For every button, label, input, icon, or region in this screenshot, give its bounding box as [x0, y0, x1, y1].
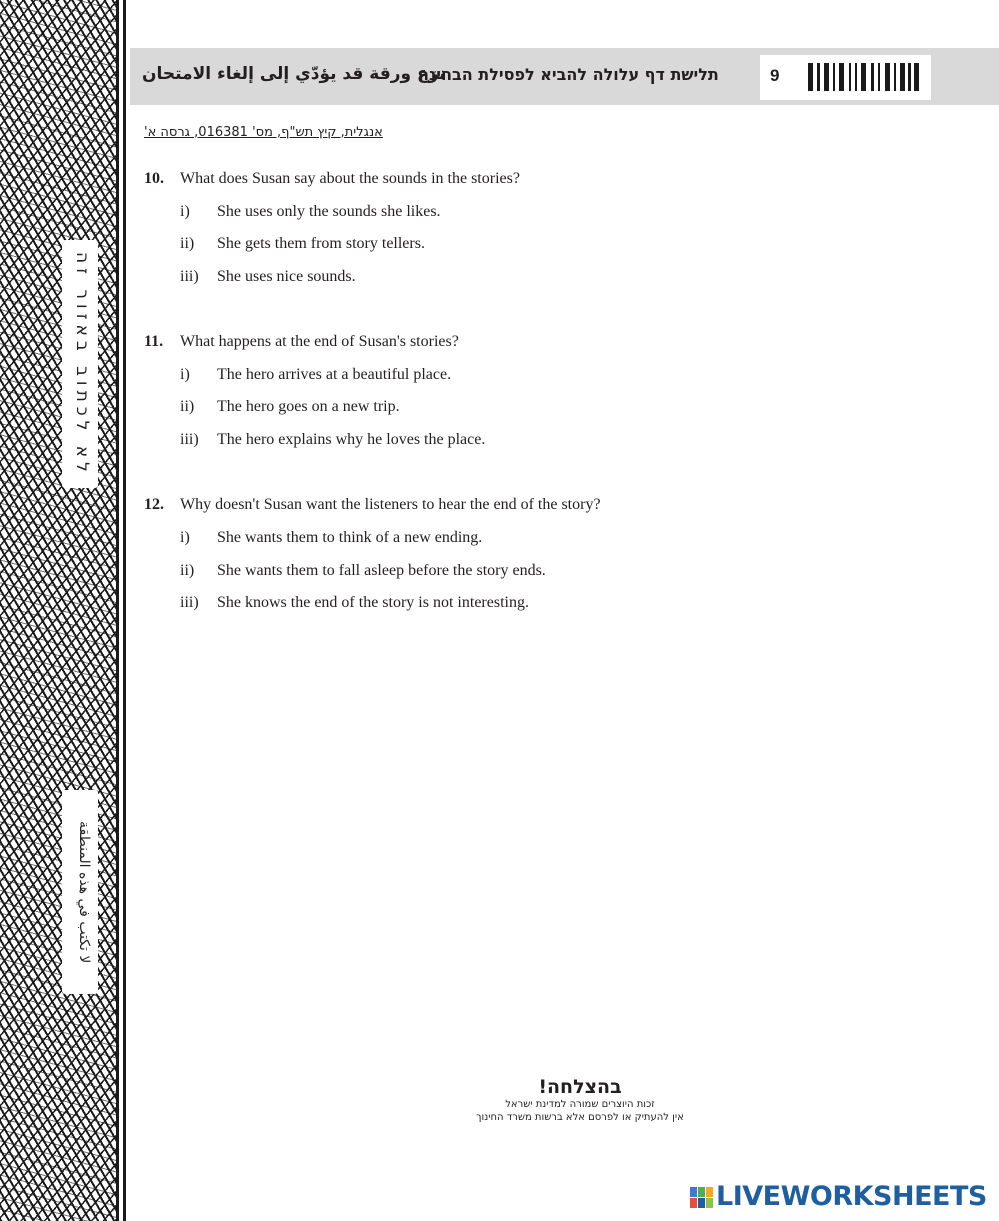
page-id-box — [760, 55, 931, 100]
option-12-i[interactable] — [180, 529, 482, 547]
option-label: i) — [180, 529, 190, 546]
option-11-ii[interactable] — [180, 398, 400, 416]
copyright-text: זכות היוצרים שמורה למדינת ישראל — [505, 1099, 655, 1110]
option-text: The hero explains why he loves the place. — [217, 431, 486, 448]
option-label: i) — [180, 203, 190, 220]
good-luck-text: בהצלחה! — [538, 1076, 622, 1098]
option-label: i) — [180, 366, 190, 383]
page-footer — [380, 1076, 780, 1124]
option-label: ii) — [180, 235, 195, 252]
option-label: iii) — [180, 594, 199, 611]
hebrew-no-write-label: לא לכתוב באזור זה — [62, 240, 98, 488]
option-12-ii[interactable] — [180, 562, 546, 580]
option-label: iii) — [180, 268, 199, 285]
question-text: What happens at the end of Susan's stories? — [180, 333, 459, 350]
question-10 — [144, 170, 520, 188]
question-text: What does Susan say about the sounds in the stories? — [180, 170, 520, 187]
option-text: She gets them from story tellers. — [217, 235, 425, 252]
option-text: She wants them to fall asleep before the story ends. — [217, 562, 546, 579]
option-label: ii) — [180, 398, 195, 415]
question-text: Why doesn't Susan want the listeners to hear the end of the story? — [180, 496, 601, 513]
margin-rule-outer — [116, 0, 119, 1221]
no-copy-text: אין להעתיק או לפרסם אלא ברשות משרד החינוך — [476, 1112, 684, 1123]
option-text: She knows the end of the story is not interesting. — [217, 594, 529, 611]
arabic-tear-notice: نزع ورقة قد يؤدّي إلى إلغاء الامتحان — [142, 64, 446, 84]
exam-subtitle: אנגלית, קיץ תש"ף, מס' 016381, גרסה א' — [144, 125, 383, 140]
arabic-no-write-label: لا تكتب في هذه المنطقة — [62, 790, 98, 994]
option-10-i[interactable] — [180, 203, 441, 221]
option-text: She uses only the sounds she likes. — [217, 203, 441, 220]
option-label: iii) — [180, 431, 199, 448]
option-text: The hero goes on a new trip. — [217, 398, 400, 415]
brand-name: LIVEWORKSHEETS — [716, 1181, 987, 1212]
question-12 — [144, 496, 601, 514]
option-text: She uses nice sounds. — [217, 268, 356, 285]
question-number: 12. — [144, 496, 164, 513]
margin-pattern-strip — [0, 0, 116, 1221]
barcode-icon — [808, 63, 924, 91]
hebrew-tear-notice: תלישת דף עלולה להביא לפסילת הבחינה — [418, 65, 719, 84]
option-10-ii[interactable] — [180, 235, 425, 253]
option-label: ii) — [180, 562, 195, 579]
question-11 — [144, 333, 459, 351]
question-number: 11. — [144, 333, 164, 350]
page-number: 9 — [770, 66, 780, 85]
question-number: 10. — [144, 170, 164, 187]
option-12-iii[interactable] — [180, 594, 529, 612]
option-10-iii[interactable] — [180, 268, 356, 286]
page-header — [130, 48, 999, 105]
option-11-i[interactable] — [180, 366, 451, 384]
margin-rule-inner — [123, 0, 126, 1221]
option-text: She wants them to think of a new ending. — [217, 529, 483, 546]
option-text: The hero arrives at a beautiful place. — [217, 366, 452, 383]
option-11-iii[interactable] — [180, 431, 485, 449]
liveworksheets-logo-icon — [690, 1187, 714, 1209]
